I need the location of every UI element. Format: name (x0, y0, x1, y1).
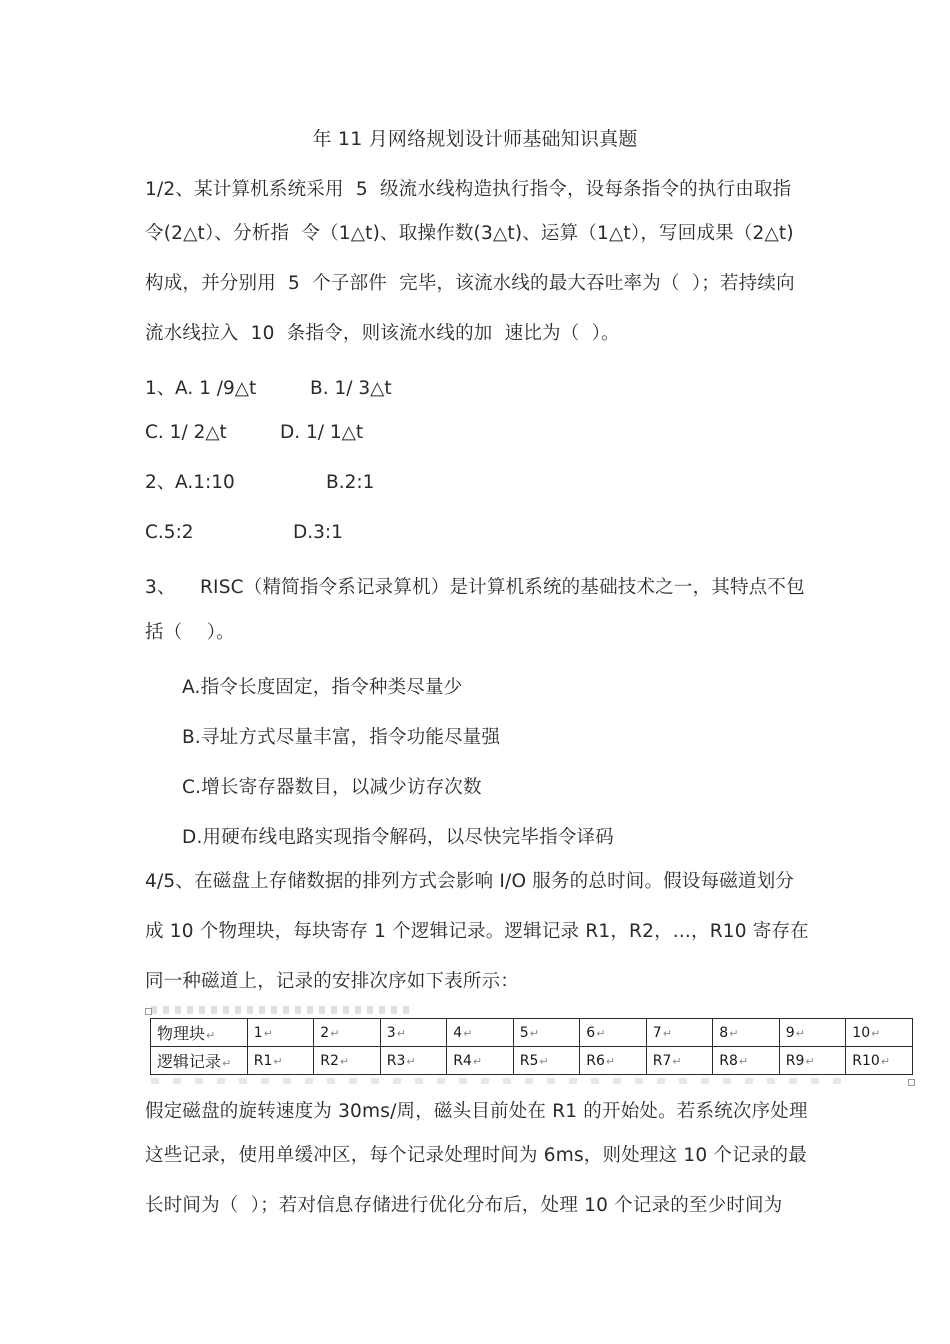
q3-line-1: 3、 RISC（精简指令系记录算机）是计算机系统的基础技术之一，其特点不包 (145, 577, 805, 598)
q2-option-a: A.1:10 (175, 472, 235, 493)
record-layout-table (150, 1018, 913, 1075)
table-row: 物理块↵ 1↵ 2↵ 3↵ 4↵ 5↵ 6↵ 7↵ 8↵ 9↵ 10↵ (151, 1019, 913, 1047)
row-header-physical-block: 物理块 (157, 1024, 206, 1043)
q2-prefix: 2、 (145, 472, 176, 493)
cropped-text-artifact (151, 1006, 411, 1014)
record-cell: R8 (719, 1052, 738, 1069)
q2-option-c: C.5:2 (145, 522, 194, 543)
q2-option-b: B.2:1 (326, 472, 375, 493)
q45-line-2: 成 10 个物理块，每块寄存 1 个逻辑记录。逻辑记录 R1，R2，...，R10 寄存在 (145, 921, 809, 942)
q45-after-line-2: 这些记录，使用单缓冲区，每个记录处理时间为 6ms，则处理这 10 个记录的最 (145, 1145, 807, 1166)
q3-option-c: C.增长寄存器数目，以减少访存次数 (182, 777, 482, 798)
record-cell: R6 (586, 1052, 605, 1069)
block-cell: 5 (519, 1024, 529, 1041)
q1-prefix: 1、 (145, 378, 176, 399)
record-cell: R2 (320, 1052, 339, 1069)
q3-option-d: D.用硬布线电路实现指令解码，以尽快完毕指令译码 (182, 827, 614, 848)
q1-option-a: A. 1 /9△t (175, 378, 257, 399)
q12-line-3: 构成，并分别用 5 个子部件 完毕，该流水线的最大吞吐率为（ ）；若持续向 (145, 273, 795, 294)
block-cell: 1 (253, 1024, 263, 1041)
image-resize-handle (145, 1008, 152, 1015)
record-cell: R7 (652, 1052, 672, 1069)
row-header-logical-record: 逻辑记录 (157, 1052, 222, 1071)
record-cell: R5 (519, 1052, 539, 1069)
q1-option-c: C. 1/ 2△t (145, 422, 227, 443)
image-resize-handle (908, 1079, 915, 1086)
table-row: 逻辑记录↵ R1↵ R2↵ R3↵ R4↵ R5↵ R6↵ R7↵ R8↵ R9↵ R10↵ (151, 1047, 913, 1075)
record-cell: R4 (453, 1052, 472, 1069)
q45-after-line-3: 长时间为（ ）；若对信息存储进行优化分布后，处理 10 个记录的至少时间为 (145, 1195, 783, 1216)
record-cell: R9 (785, 1052, 805, 1069)
q1-option-b: B. 1/ 3△t (310, 378, 392, 399)
q3-line-2: 括（ ）。 (145, 622, 235, 643)
q12-line-1: 1/2、某计算机系统采用 5 级流水线构造执行指令，设每条指令的执行由取指 (145, 179, 792, 200)
cropped-text-artifact (151, 1078, 851, 1084)
q45-after-line-1: 假定磁盘的旋转速度为 30ms/周，磁头目前处在 R1 的开始处。若系统次序处理 (145, 1101, 808, 1122)
record-cell: R1 (253, 1052, 273, 1069)
block-cell: 4 (453, 1024, 463, 1041)
q2-option-d: D.3:1 (293, 522, 343, 543)
q45-line-3: 同一种磁道上，记录的安排次序如下表所示： (145, 971, 520, 992)
q12-line-4: 流水线拉入 10 条指令，则该流水线的加 速比为（ ）。 (145, 323, 620, 344)
document-title: 年 11 月网络规划设计师基础知识真题 (312, 128, 638, 150)
record-cell: R3 (386, 1052, 406, 1069)
q1-option-d: D. 1/ 1△t (280, 422, 364, 443)
block-cell: 9 (785, 1024, 795, 1041)
q45-line-1: 4/5、在磁盘上存储数据的排列方式会影响 I/O 服务的总时间。假设每磁道划分 (145, 871, 795, 892)
block-cell: 6 (586, 1024, 596, 1041)
q3-option-a: A.指令长度固定，指令种类尽量少 (182, 677, 463, 698)
q3-option-b: B.寻址方式尽量丰富，指令功能尽量强 (182, 727, 501, 748)
block-cell: 10 (852, 1024, 871, 1041)
block-cell: 7 (652, 1024, 662, 1041)
q12-line-2: 令(2△t）、分析指 令（1△t)、取操作数(3△t)、运算（1△t），写回成果（2△t) (145, 223, 794, 244)
block-cell: 8 (719, 1024, 729, 1041)
record-layout-table-image (147, 1010, 913, 1084)
block-cell: 3 (386, 1024, 396, 1041)
record-cell: R10 (852, 1052, 880, 1069)
block-cell: 2 (320, 1024, 330, 1041)
